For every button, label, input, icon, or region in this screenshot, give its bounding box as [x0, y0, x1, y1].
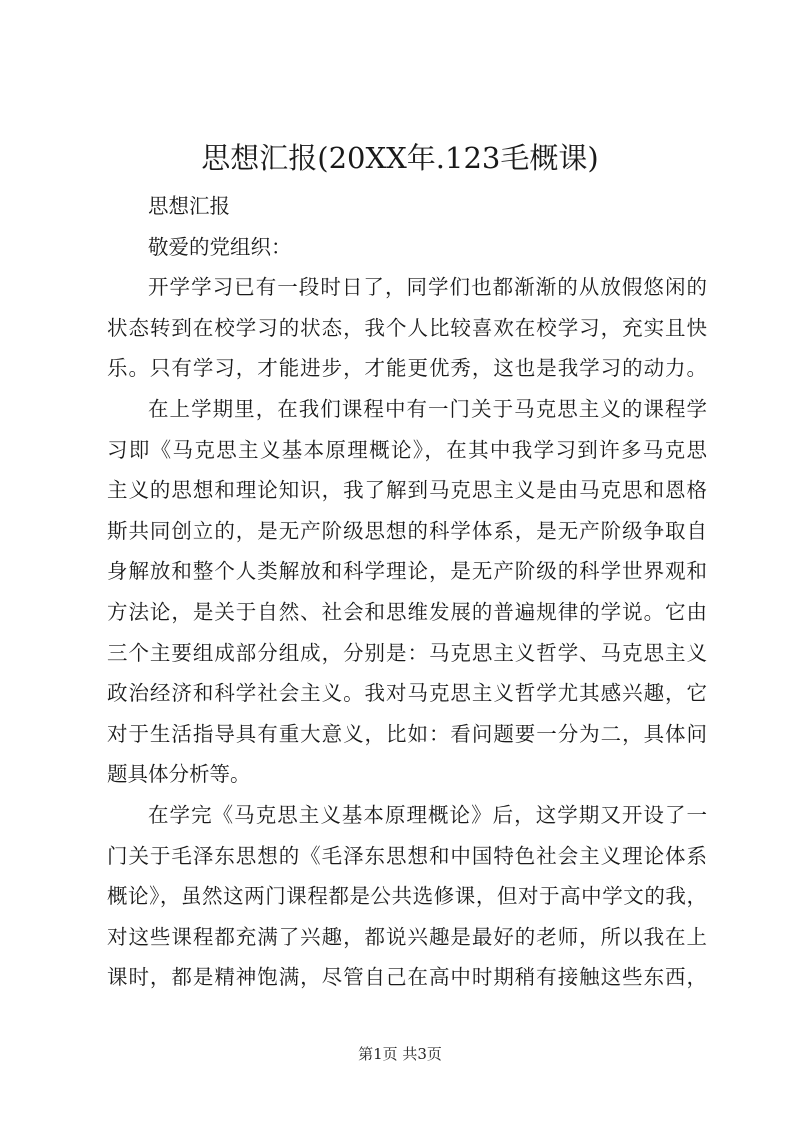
paragraph-line: 在学完《马克思主义基本原理概论》后，这学期又开设了一 [148, 802, 707, 827]
salutation-heading: 思想汇报 [148, 194, 230, 218]
paragraph-line: 主义的思想和理论知识，我了解到马克思主义是由马克思和恩格 [107, 478, 707, 503]
paragraph-line: 题具体分析等。 [107, 762, 251, 787]
paragraph-line: 对于生活指导具有重大意义，比如：看问题要一分为二，具体问 [107, 721, 707, 746]
paragraph-line: 乐。只有学习，才能进步，才能更优秀，这也是我学习的动力。 [107, 356, 707, 381]
paragraph-line: 三个主要组成部分组成，分别是：马克思主义哲学、马克思主义 [107, 640, 707, 665]
salutation: 敬爱的党组织： [148, 234, 292, 259]
paragraph-line: 政治经济和科学社会主义。我对马克思主义哲学尤其感兴趣，它 [107, 681, 707, 706]
paragraph-line: 方法论，是关于自然、社会和思维发展的普遍规律的学说。它由 [107, 599, 707, 624]
page-number-footer: 第1页 共3页 [358, 1045, 442, 1063]
paragraph-line: 斯共同创立的，是无产阶级思想的科学体系，是无产阶级争取自 [107, 518, 707, 543]
paragraph-line: 对这些课程都充满了兴趣，都说兴趣是最好的老师，所以我在上 [107, 924, 707, 949]
document-body [107, 186, 707, 998]
paragraph-line: 状态转到在校学习的状态，我个人比较喜欢在校学习，充实且快 [107, 315, 707, 340]
document-title: 思想汇报(20XX年.123毛概课) [201, 141, 599, 175]
paragraph-line: 习即《马克思主义基本原理概论》，在其中我学习到许多马克思 [107, 437, 707, 462]
paragraph-line: 身解放和整个人类解放和科学理论，是无产阶级的科学世界观和 [107, 559, 707, 584]
paragraph-line: 概论》，虽然这两门课程都是公共选修课，但对于高中学文的我， [107, 884, 707, 909]
paragraph-line: 门关于毛泽东思想的《毛泽东思想和中国特色社会主义理论体系 [107, 843, 707, 868]
paragraph-line: 在上学期里，在我们课程中有一门关于马克思主义的课程学 [148, 396, 707, 421]
paragraph-line: 课时，都是精神饱满，尽管自己在高中时期稍有接触这些东西， [107, 965, 707, 990]
paragraph-line: 开学学习已有一段时日了，同学们也都渐渐的从放假悠闲的 [148, 275, 707, 300]
